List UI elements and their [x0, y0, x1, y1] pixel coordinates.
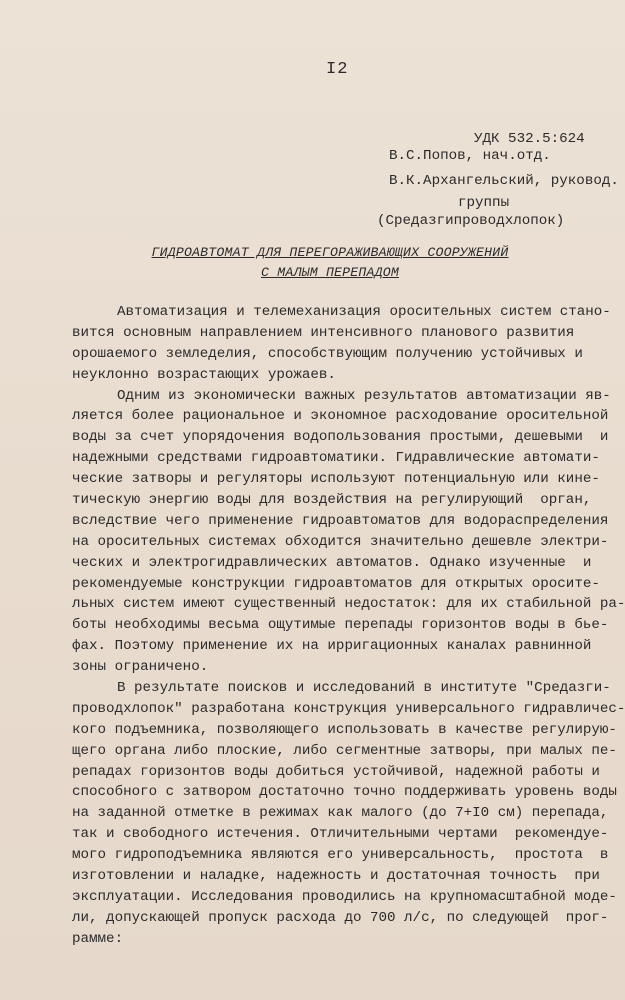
text-line: мого гидроподъемника являются его универсальность, простота в	[72, 847, 609, 864]
text-line: на заданной отметке в режимах как малого (до 7+I0 см) перепада,	[72, 805, 609, 822]
text-line: вится основным направлением интенсивного планового развития	[72, 324, 575, 341]
title-line-1: ГИДРОАВТОМАТ ДЛЯ ПЕРЕГОРАЖИВАЮЩИХ СООРУЖЕНИЙ	[151, 245, 509, 260]
text-line: ли, допускающей пропуск расхода до 700 л/с, по следующей прог-	[72, 909, 609, 926]
author-line-3: группы	[458, 195, 510, 211]
text-line: способного с затвором достаточно точно поддерживать уровень воды	[72, 784, 617, 801]
text-line: рекомендуемые конструкции гидроавтоматов для открытых оросите-	[72, 575, 600, 592]
text-line: на оросительных системах обходится значительно дешевле электри-	[72, 533, 609, 550]
text-line: Одним из экономически важных результатов автоматизации яв-	[117, 387, 611, 404]
author-line-2: В.К.Архангельский, руковод.	[389, 173, 619, 189]
text-line: Автоматизация и телемеханизация оросительных систем стано-	[117, 304, 611, 320]
text-line: надежными средствами гидроавтоматики. Гидравлические автомати-	[72, 450, 600, 467]
text-line: фах. Поэтому применение их на ирригационных каналах равнинной	[72, 638, 592, 655]
text-line: ческих и электрогидравлических автоматов. Однако изученные и	[72, 554, 592, 571]
text-line: воды за счет упорядочения водопользования простыми, дешевыми и	[72, 429, 609, 446]
body-text	[72, 302, 625, 950]
text-line: щего органа либо плоские, либо сегментные затворы, при малых пе-	[72, 742, 617, 759]
text-line: репадах горизонтов воды добиться устойчивой, надежной работы и	[72, 763, 600, 780]
text-line: ческие затворы и регуляторы используют потенциальную или кине-	[72, 471, 600, 488]
organization-line: (Средазгипроводхлопок)	[377, 213, 565, 229]
text-line: проводхлопок" разработана конструкция универсального гидравличес-	[72, 700, 625, 717]
text-line: зоны ограничено.	[72, 659, 209, 676]
page-number: I2	[326, 60, 349, 79]
author-line-1: В.С.Попов, нач.отд.	[389, 148, 551, 164]
text-line: В результате поисков и исследований в институте "Средазги-	[117, 680, 611, 697]
udk-code: УДК 532.5:624	[474, 131, 585, 147]
text-line: рамме:	[72, 930, 124, 947]
text-line: орошаемого земледелия, способствующим получению устойчивых и	[72, 345, 583, 362]
title-line-2: С МАЛЫМ ПЕРЕПАДОМ	[261, 265, 399, 280]
text-line: вследствие чего применение гидроавтоматов для водораспределения	[72, 512, 609, 529]
text-line: эксплуатации. Исследования проводились на крупномасштабной моде-	[72, 888, 617, 905]
text-line: тическую энергию воды для воздействия на регулирующий орган,	[72, 492, 592, 509]
text-line: боты необходимы весьма ощутимые перепады горизонтов воды в бье-	[72, 617, 609, 634]
text-line: изготовлении и наладке, надежность и достаточная точность при	[72, 868, 600, 885]
text-line: ляется более рациональное и экономное расходование оросительной	[72, 408, 609, 425]
text-line: так и свободного истечения. Отличительными чертами рекомендуе-	[72, 826, 609, 843]
text-line: неуклонно возрастающих урожаев.	[72, 366, 336, 383]
text-line: кого подъемника, позволяющего использовать в качестве регулирую-	[72, 721, 617, 738]
text-line: льных систем имеют существенный недостаток: для их стабильной ра-	[72, 596, 625, 613]
